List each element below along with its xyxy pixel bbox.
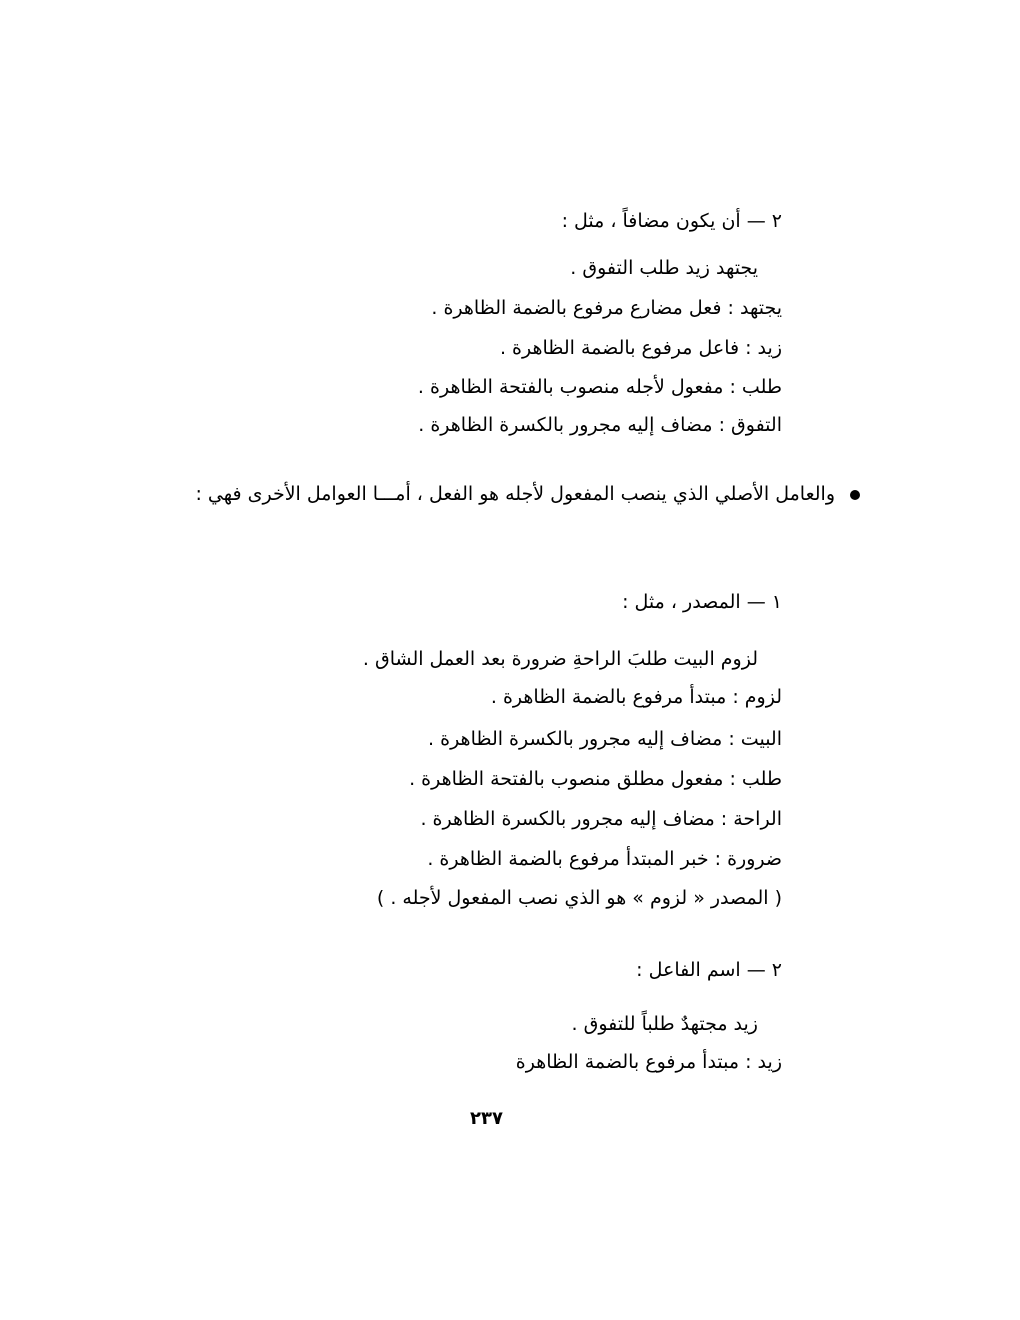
parsing-line: طلب : مفعول مطلق منصوب بالفتحة الظاهرة .: [409, 768, 782, 790]
parsing-line: ضرورة : خبر المبتدأ مرفوع بالضمة الظاهرة .: [427, 848, 782, 870]
parsing-line: زيد : مبتدأ مرفوع بالضمة الظاهرة: [515, 1051, 782, 1073]
parsing-note: ( المصدر « لزوم » هو الذي نصب المفعول لأجله . ): [376, 887, 782, 909]
parsing-line: طلب : مفعول لأجله منصوب بالفتحة الظاهرة .: [417, 376, 782, 398]
parsing-line: الراحة : مضاف إليه مجرور بالكسرة الظاهرة .: [420, 808, 782, 830]
bullet-paragraph: [170, 478, 835, 510]
section-heading-mudaf: ٢ — أن يكون مضافاً ، مثل :: [561, 210, 782, 232]
parsing-line: لزوم : مبتدأ مرفوع بالضمة الظاهرة .: [490, 686, 782, 708]
example-sentence: لزوم البيت طلبَ الراحةِ ضرورة بعد العمل الشاق .: [362, 648, 758, 670]
example-sentence: زيد مجتهدٌ طلباً للتفوق .: [571, 1013, 758, 1035]
page-number: ٢٣٧: [470, 1108, 503, 1129]
section-heading-masdar: ١ — المصدر ، مثل :: [622, 591, 782, 613]
parsing-line: يجتهد : فعل مضارع مرفوع بالضمة الظاهرة .: [431, 297, 782, 319]
parsing-line: زيد : فاعل مرفوع بالضمة الظاهرة .: [499, 337, 782, 359]
bullet-icon: [850, 490, 860, 500]
parsing-line: التفوق : مضاف إليه مجرور بالكسرة الظاهرة .: [418, 414, 782, 436]
parsing-line: البيت : مضاف إليه مجرور بالكسرة الظاهرة .: [428, 728, 782, 750]
bullet-paragraph-text: والعامل الأصلي الذي ينصب المفعول لأجله هو الفعل ، أمـــا العوامل الأخرى فهي :: [195, 483, 835, 505]
section-heading-ism-fail: ٢ — اسم الفاعل :: [636, 959, 782, 981]
example-sentence: يجتهد زيد طلب التفوق .: [570, 257, 758, 279]
